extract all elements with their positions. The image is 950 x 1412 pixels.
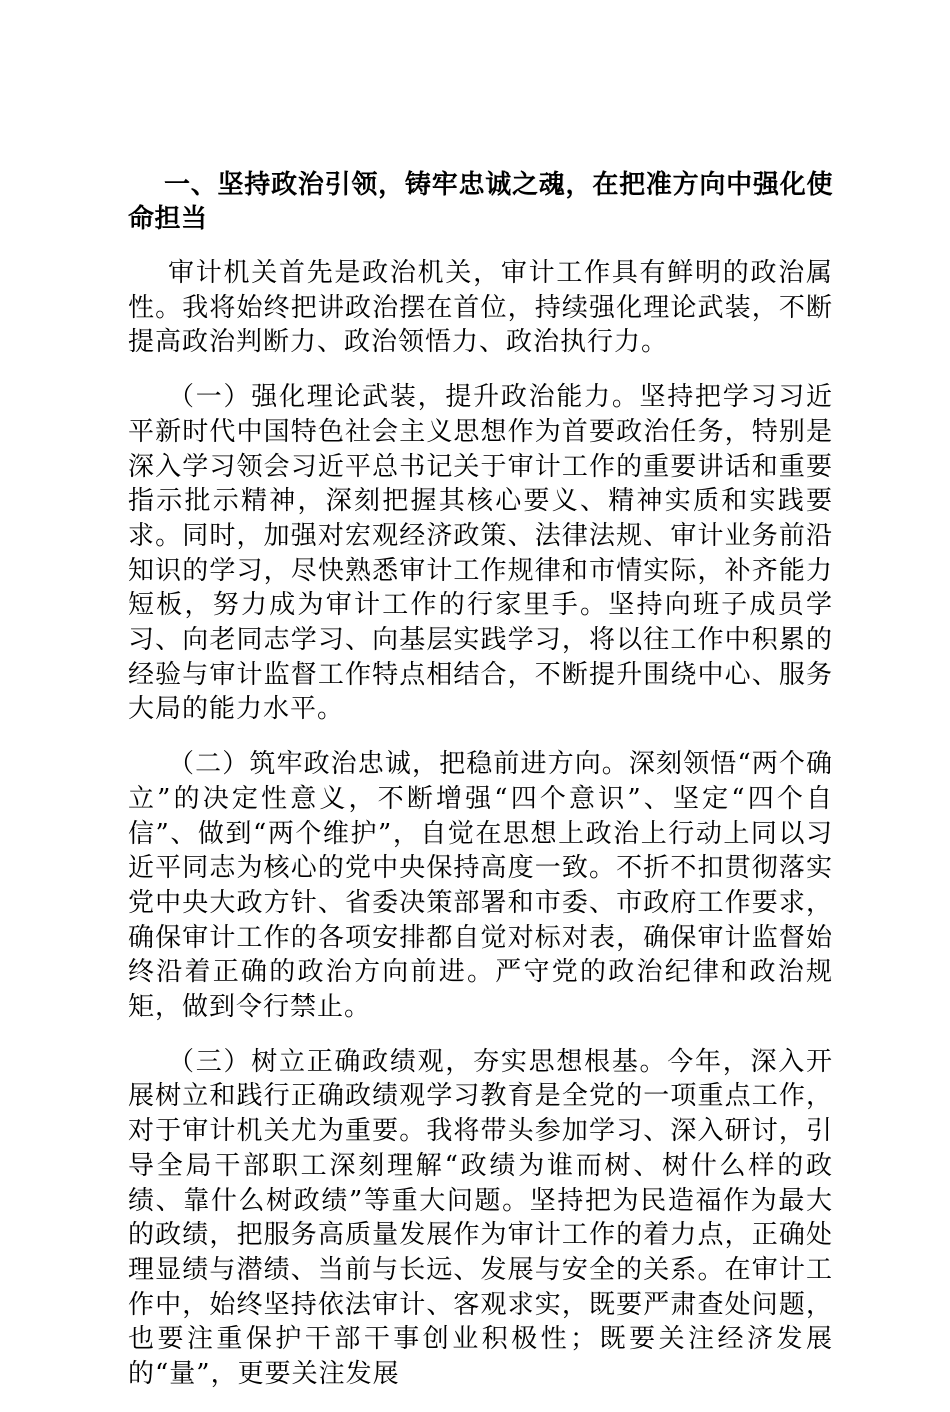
section-heading: 一、坚持政治引领，铸牢忠诚之魂，在把准方向中强化使命担当 bbox=[128, 170, 833, 234]
intro-paragraph: 审计机关首先是政治机关，审计工作具有鲜明的政治属性。我将始终把讲政治摆在首位，持续强化理论武装，不断提高政治判断力、政治领悟力、政治执行力。 bbox=[128, 258, 833, 358]
paragraph-1-theory: （一）强化理论武装，提升政治能力。坚持把学习习近平新时代中国特色社会主义思想作为首要政治任务，特别是深入学习领会习近平总书记关于审计工作的重要讲话和重要指示批示精神，深刻把握其核心要义、精神实质和实践要求。同时，加强对宏观经济政策、法律法规、审计业务前沿知识的学习，尽快熟悉审计工作规律和市情实际，补齐能力短板，努力成为审计工作的行家里手。坚持向班子成员学习、向老同志学习、向基层实践学习，将以往工作中积累的经验与审计监督工作特点相结合，不断提升围绕中心、服务大局的能力水平。 bbox=[128, 382, 833, 725]
paragraph-2-loyalty: （二）筑牢政治忠诚，把稳前进方向。深刻领悟“两个确立”的决定性意义，不断增强“四个意识”、坚定“四个自信”、做到“两个维护”，自觉在思想上政治上行动上同以习近平同志为核心的党中央保持高度一致。不折不扣贯彻落实党中央大政方针、省委决策部署和市委、市政府工作要求，确保审计工作的各项安排都自觉对标对表，确保审计监督始终沿着正确的政治方向前进。严守党的政治纪律和政治规矩，做到令行禁止。 bbox=[128, 749, 833, 1023]
document-body bbox=[128, 168, 833, 1412]
paragraph-3-performance: （三）树立正确政绩观，夯实思想根基。今年，深入开展树立和践行正确政绩观学习教育是全党的一项重点工作，对于审计机关尤为重要。我将带头参加学习、深入研讨，引导全局干部职工深刻理解“政绩为谁而树、树什么样的政绩、靠什么树政绩”等重大问题。坚持把为民造福作为最大的政绩，把服务高质量发展作为审计工作的着力点，正确处理显绩与潜绩、当前与长远、发展与安全的关系。在审计工作中，始终坚持依法审计、客观求实，既要严肃查处问题，也要注重保护干部干事创业积极性；既要关注经济发展的“量”，更要关注发展 bbox=[128, 1046, 833, 1390]
